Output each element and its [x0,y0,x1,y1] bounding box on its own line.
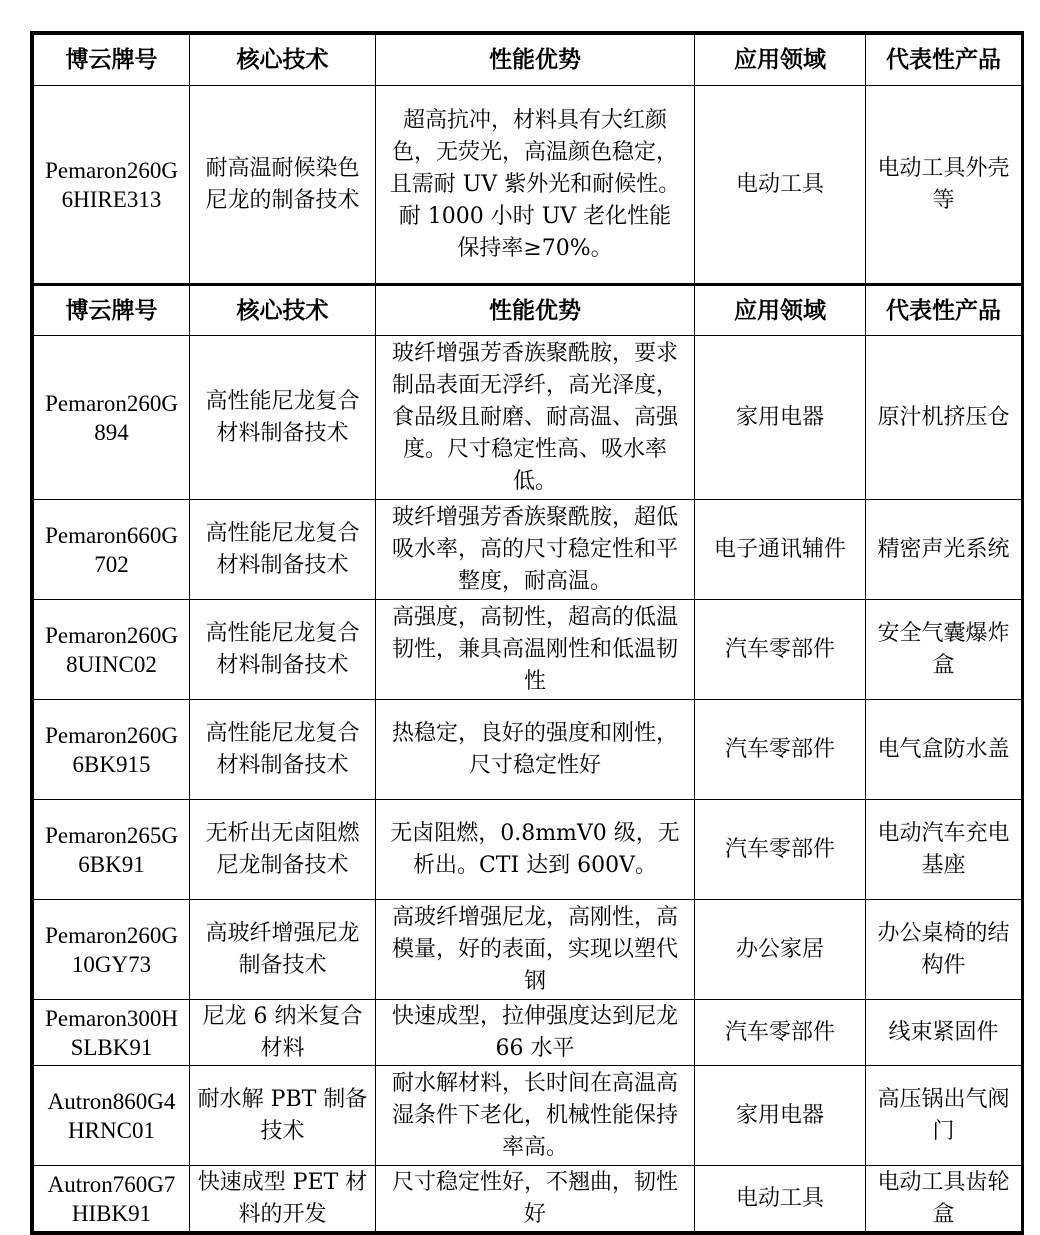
brand-cell: Pemaron260G6BK915 [34,700,190,800]
perf-cell: 快速成型，拉伸强度达到尼龙 66 水平 [376,1000,695,1066]
table-row [34,86,1022,285]
tech-cell: 高性能尼龙复合材料制备技术 [190,500,376,600]
tech-cell: 高性能尼龙复合材料制备技术 [190,336,376,500]
brand-cell: Autron860G4HRNC01 [34,1066,190,1166]
perf-cell: 超高抗冲，材料具有大红颜色，无荧光，高温颜色稳定，且需耐 UV 紫外光和耐候性。耐 1000 小时 UV 老化性能保持率≥70%。 [376,86,695,285]
header-field: 应用领域 [695,35,866,86]
tech-cell: 高性能尼龙复合材料制备技术 [190,700,376,800]
table-header-row [34,35,1022,86]
tech-cell: 耐水解 PBT 制备技术 [190,1066,376,1166]
perf-cell: 高玻纤增强尼龙，高刚性，高模量，好的表面，实现以塑代钢 [376,900,695,1000]
tech-cell: 尼龙 6 纳米复合材料 [190,1000,376,1066]
field-cell: 家用电器 [695,336,866,500]
header-brand: 博云牌号 [34,285,190,336]
tech-cell: 高玻纤增强尼龙制备技术 [190,900,376,1000]
field-cell: 电动工具 [695,86,866,285]
table-row [34,800,1022,900]
product-cell: 原汁机挤压仓 [866,336,1022,500]
brand-cell: Autron760G7HIBK91 [34,1166,190,1232]
brand-cell: Pemaron260G10GY73 [34,900,190,1000]
header-brand: 博云牌号 [34,35,190,86]
header-product: 代表性产品 [866,285,1022,336]
product-cell: 安全气囊爆炸盒 [866,600,1022,700]
table-row [34,600,1022,700]
product-spec-table [33,34,1022,1232]
field-cell: 办公家居 [695,900,866,1000]
header-tech: 核心技术 [190,35,376,86]
product-cell: 电气盒防水盖 [866,700,1022,800]
header-perf: 性能优势 [376,285,695,336]
product-cell: 电动工具外壳等 [866,86,1022,285]
table-row [34,900,1022,1000]
header-product: 代表性产品 [866,35,1022,86]
brand-cell: Pemaron660G702 [34,500,190,600]
product-cell: 线束紧固件 [866,1000,1022,1066]
perf-cell: 热稳定，良好的强度和刚性，尺寸稳定性好 [376,700,695,800]
perf-cell: 耐水解材料，长时间在高温高湿条件下老化，机械性能保持率高。 [376,1066,695,1166]
header-perf: 性能优势 [376,35,695,86]
product-cell: 电动工具齿轮盒 [866,1166,1022,1232]
field-cell: 汽车零部件 [695,600,866,700]
brand-cell: Pemaron260G894 [34,336,190,500]
field-cell: 汽车零部件 [695,1000,866,1066]
table-row [34,1166,1022,1232]
table-row [34,1000,1022,1066]
perf-cell: 无卤阻燃，0.8mmV0 级，无析出。CTI 达到 600V。 [376,800,695,900]
perf-cell: 玻纤增强芳香族聚酰胺，超低吸水率，高的尺寸稳定性和平整度，耐高温。 [376,500,695,600]
table-row [34,700,1022,800]
brand-cell: Pemaron260G6HIRE313 [34,86,190,285]
table-header-row [34,285,1022,336]
header-tech: 核心技术 [190,285,376,336]
tech-cell: 快速成型 PET 材料的开发 [190,1166,376,1232]
perf-cell: 高强度，高韧性，超高的低温韧性，兼具高温刚性和低温韧性 [376,600,695,700]
brand-cell: Pemaron265G6BK91 [34,800,190,900]
tech-cell: 无析出无卤阻燃尼龙制备技术 [190,800,376,900]
tech-cell: 耐高温耐候染色尼龙的制备技术 [190,86,376,285]
field-cell: 电动工具 [695,1166,866,1232]
tech-cell: 高性能尼龙复合材料制备技术 [190,600,376,700]
field-cell: 汽车零部件 [695,800,866,900]
table-row [34,1066,1022,1166]
product-cell: 精密声光系统 [866,500,1022,600]
product-cell: 办公桌椅的结构件 [866,900,1022,1000]
field-cell: 家用电器 [695,1066,866,1166]
product-table-frame [30,31,1024,1235]
brand-cell: Pemaron260G8UINC02 [34,600,190,700]
table-row [34,336,1022,500]
header-field: 应用领域 [695,285,866,336]
product-cell: 电动汽车充电基座 [866,800,1022,900]
perf-cell: 玻纤增强芳香族聚酰胺，要求制品表面无浮纤，高光泽度，食品级且耐磨、耐高温、高强度。尺寸稳定性高、吸水率低。 [376,336,695,500]
product-cell: 高压锅出气阀门 [866,1066,1022,1166]
perf-cell: 尺寸稳定性好，不翘曲，韧性好 [376,1166,695,1232]
field-cell: 汽车零部件 [695,700,866,800]
field-cell: 电子通讯辅件 [695,500,866,600]
table-row [34,500,1022,600]
brand-cell: Pemaron300HSLBK91 [34,1000,190,1066]
